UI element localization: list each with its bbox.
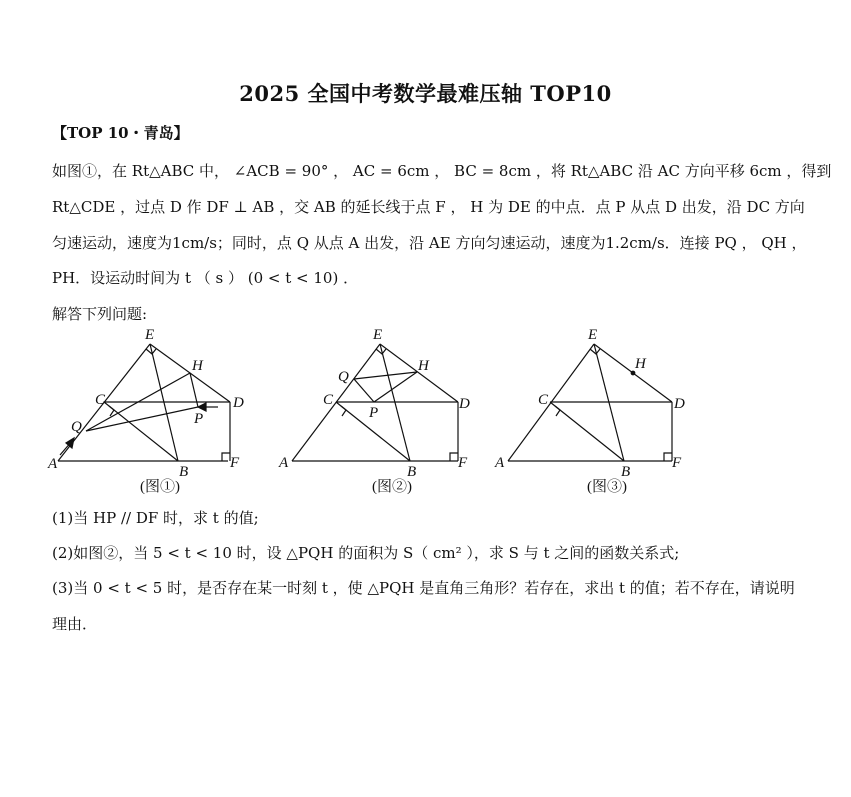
label-h: H — [418, 358, 429, 374]
question-3-cont: 理由． — [52, 615, 98, 633]
question-3: (3)当 0 < t < 5 时，是否存在某一时刻 t ，使 △PQH 是直角三角形？若存在，求出 t 的值；若不存在，请说明 — [52, 579, 795, 597]
figure-1 — [40, 327, 260, 506]
right-angle-c — [341, 406, 346, 416]
right-angle-c — [109, 406, 114, 416]
label-p: P — [369, 405, 379, 421]
label-q: Q — [338, 369, 349, 385]
label-e: E — [373, 327, 383, 343]
right-angle-f — [222, 453, 230, 461]
label-b: B — [407, 464, 417, 480]
seg-cb — [550, 402, 624, 461]
question-2: (2)如图②，当 5 < t < 10 时，设 △PQH 的面积为 S（ cm² ），求 S 与 t 之间的函数关系式; — [52, 544, 680, 562]
caption-2: (图②) — [372, 479, 412, 495]
label-a: A — [279, 455, 289, 471]
label-c: C — [323, 392, 334, 408]
question-1: (1)当 HP // DF 时，求 t 的值; — [52, 509, 259, 527]
label-d: D — [459, 396, 470, 412]
label-q: Q — [71, 419, 82, 435]
figure-2 — [270, 327, 490, 506]
right-angle-f — [664, 453, 672, 461]
label-c: C — [95, 392, 106, 408]
page-title: 2025 全国中考数学最难压轴 TOP10 — [239, 81, 612, 106]
seg-qp — [86, 407, 198, 431]
problem-line-3: 匀速运动，速度为1cm/s；同时，点 Q 从点 A 出发，沿 AE 方向匀速运动，速度为1.2cm/s．连接 PQ ， QH ， — [52, 234, 807, 252]
right-angle-f — [450, 453, 458, 461]
label-a: A — [48, 456, 58, 472]
label-f: F — [672, 455, 682, 471]
label-c: C — [538, 392, 549, 408]
label-d: D — [674, 396, 685, 412]
figure-3 — [488, 327, 708, 506]
caption-3: (图③) — [587, 479, 627, 495]
answer-prompt: 解答下列问题: — [52, 305, 148, 323]
right-angle-c — [555, 406, 560, 416]
label-e: E — [588, 327, 598, 343]
label-b: B — [621, 464, 631, 480]
label-h: H — [635, 356, 646, 372]
seg-cb — [104, 402, 178, 461]
label-e: E — [145, 327, 155, 343]
label-f: F — [458, 455, 468, 471]
label-p: P — [194, 411, 204, 427]
problem-line-4: PH．设运动时间为 t （ s ） (0 < t < 10) ． — [52, 269, 359, 287]
caption-1: (图①) — [140, 479, 180, 495]
label-d: D — [233, 395, 244, 411]
seg-qp — [354, 379, 374, 402]
label-h: H — [192, 358, 203, 374]
label-a: A — [495, 455, 505, 471]
problem-line-1: 如图①，在 Rt△ABC 中， ∠ACB = 90° ， AC = 6cm ， BC = 8cm ，将 Rt△ABC 沿 AC 方向平移 6cm ，得到 — [52, 162, 832, 180]
label-b: B — [179, 464, 189, 480]
problem-header: 【TOP 10・青岛】 — [52, 124, 189, 142]
label-f: F — [230, 455, 240, 471]
problem-line-2: Rt△CDE ，过点 D 作 DF ⊥ AB ，交 AB 的延长线于点 F ， H 为 DE 的中点．点 P 从点 D 出发，沿 DC 方向 — [52, 198, 805, 216]
